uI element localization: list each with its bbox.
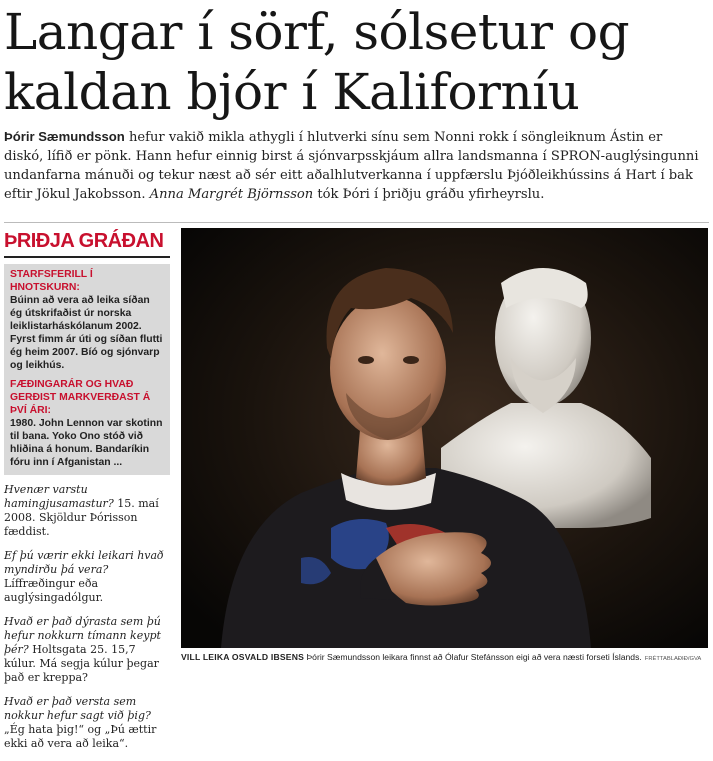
qa-question: Hvað er það dýrasta sem þú hefur nokkurn tímann keypt þér? xyxy=(4,615,161,656)
qa-item xyxy=(4,549,170,605)
qa-list xyxy=(4,483,170,751)
photo-credit: FRÉTTABLAÐIÐ/GVA xyxy=(644,656,702,662)
lead-name: Þórir Sæmundsson xyxy=(4,129,125,144)
fact-body-career: Búinn að vera að leika síðan ég útskrifaðist úr norska leiklistarháskólanum 2002. Fyrst fimm ár úti og síðan flutti ég heim 2007. Bíó og sjónvarp og leikhús. xyxy=(10,295,163,371)
caption-text: Þórir Sæmundsson leikara finnst að Ólafur Stefánsson eigi að vera næsti forseti Íslands. xyxy=(304,652,642,662)
portrait-illustration xyxy=(181,228,708,648)
fact-body-birthyear: 1980. John Lennon var skotinn til bana. Yoko Ono stóð við hliðina á honum. Bandaríkin fóru inn í Afganistan ... xyxy=(10,418,163,468)
qa-question: Ef þú værir ekki leikari hvað myndirðu þá vera? xyxy=(4,549,164,576)
fact-heading-birthyear: FÆÐINGARÁR OG HVAÐ GERÐIST MARKVERÐAST Á ÞVÍ ÁRI: xyxy=(10,379,151,416)
headline-line-2: kaldan bjór í Kaliforníu xyxy=(4,63,580,121)
qa-question: Hvað er það versta sem nokkur hefur sagt við þig? xyxy=(4,695,151,722)
qa-answer: Holtsgata 25. 15,7 kúlur. Má segja kúlur þegar það er kreppa? xyxy=(4,643,159,684)
photo-caption xyxy=(181,651,708,665)
qa-item xyxy=(4,483,170,539)
sidebar xyxy=(4,228,170,761)
qa-answer: 15. maí 2008. Skjöldur Þórisson fæddist. xyxy=(4,497,159,538)
headline-line-1: Langar í sörf, sólsetur og xyxy=(4,3,630,61)
lead-paragraph xyxy=(4,127,704,204)
divider xyxy=(4,222,709,223)
qa-item xyxy=(4,615,170,685)
qa-answer: „Ég hata þig!“ og „Þú ættir ekki að vera að leika“. xyxy=(4,723,157,750)
portrait-photo xyxy=(181,228,708,648)
fact-heading-career: STARFSFERILL Í HNOTSKURN: xyxy=(10,269,93,293)
qa-question: Hvenær varstu hamingjusamastur? xyxy=(4,483,114,510)
lead-text-2: tók Þóri í þriðju gráðu yfirheyrslu. xyxy=(313,187,545,202)
lead-text-1: hefur vakið mikla athygli í hlutverki sínu sem Nonni rokk í söngleiknum Ástin er diskó, lífið er pönk. Hann hefur einnig birst á sjónvarpsskjáum allra landsmanna í SPRON-auglýsingunni undanfarna mánuði og tekur næst að sér eitt aðalhlutverkanna í uppfærslu Þjóðleikhússins á Hart í bak eftir Jökul Jakobsson. xyxy=(4,130,699,202)
qa-item xyxy=(4,695,170,751)
section-kicker: ÞRIÐJA GRÁÐAN xyxy=(4,228,170,258)
fact-box xyxy=(4,264,170,475)
qa-answer: Líffræðingur eða auglýsingadólgur. xyxy=(4,577,104,604)
lead-author: Anna Margrét Björnsson xyxy=(149,187,314,202)
caption-lead: VILL LEIKA OSVALD IBSENS xyxy=(181,652,305,662)
headline xyxy=(4,2,709,122)
